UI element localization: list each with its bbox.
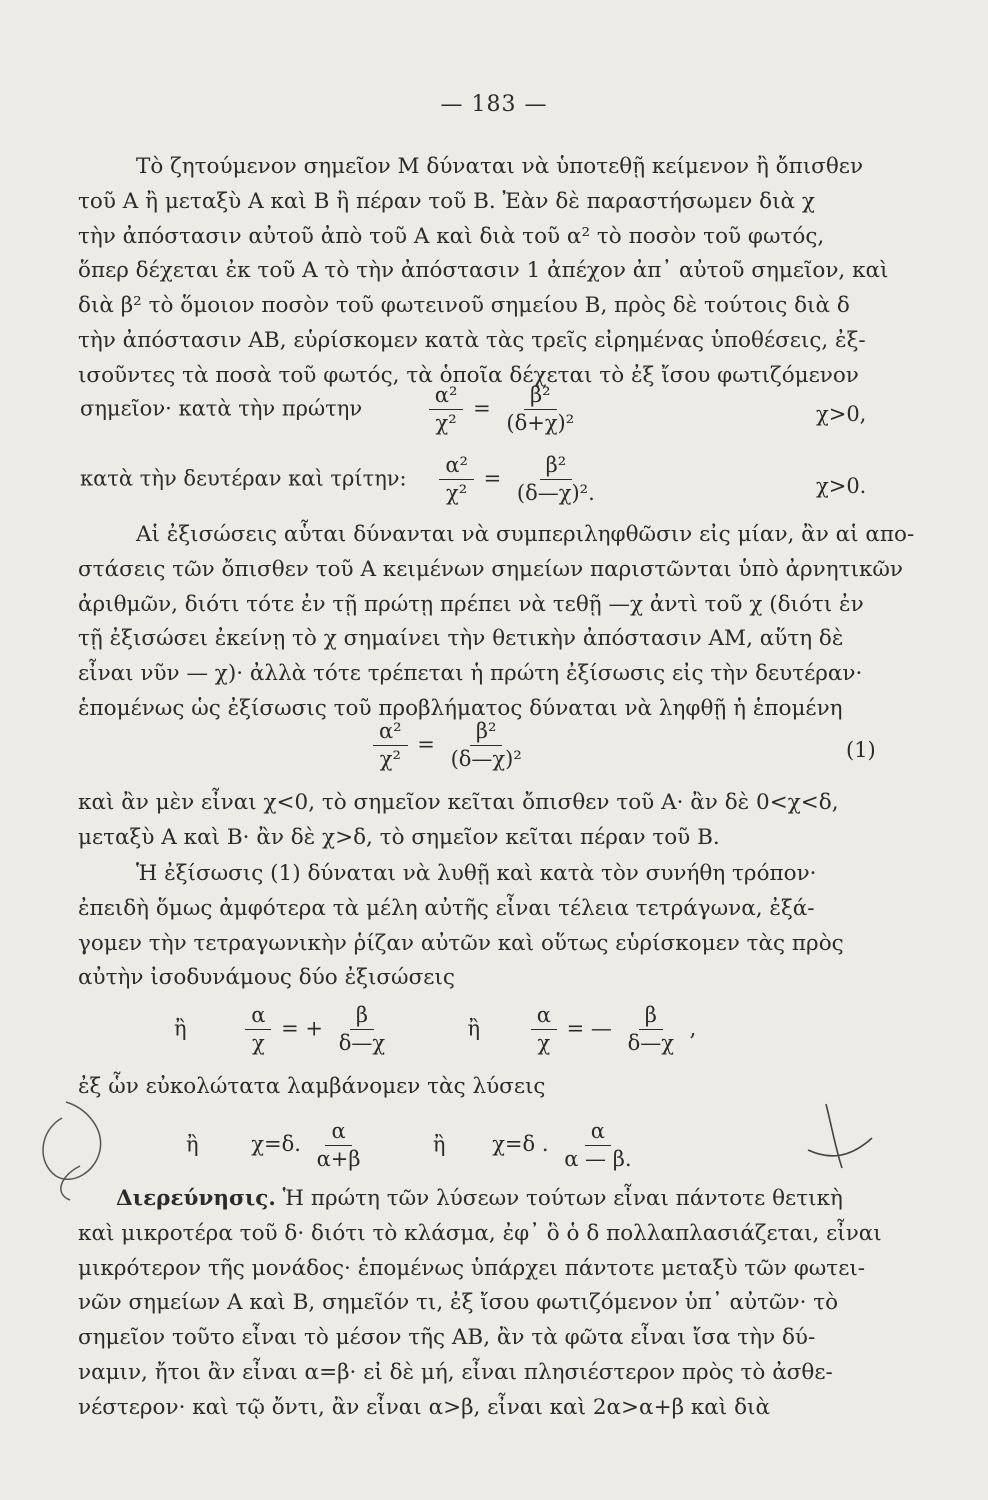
- text-line: ισοῦντες τὰ ποσὰ τοῦ φωτός, τὰ ὁποῖα δέχεται τὸ ἐξ ἴσου φωτιζόμενον: [78, 362, 859, 388]
- text-line: τοῦ Α ἢ μεταξὺ Α καὶ Β ἢ πέραν τοῦ Β. Ἐὰν δὲ παραστήσωμεν διὰ χ: [78, 188, 815, 214]
- conjunction: ἢ: [186, 1132, 199, 1157]
- text-line: σημεῖον τοῦτο εἶναι τὸ μέσον τῆς ΑΒ, ἂν τὰ φῶτα εἶναι ἴσα τὴν δύ-: [78, 1325, 816, 1351]
- check-mark: [808, 1104, 872, 1168]
- text-line: τῇ ἐξισώσει ἐκείνῃ τὸ χ σημαίνει τὴν θετικὴν ἀπόστασιν ΑΜ, αὕτη δὲ: [78, 626, 844, 652]
- denominator: α — β.: [564, 1147, 632, 1172]
- equals-sign: = +: [281, 1016, 324, 1041]
- margin-bracket: [61, 1166, 80, 1200]
- equation-lead-text: κατὰ τὴν δευτέραν καὶ τρίτην:: [80, 466, 407, 491]
- numerator: β: [639, 1002, 663, 1030]
- section-heading: Διερεύνησις.: [116, 1186, 276, 1211]
- text-line: αὐτὴν ἰσοδυνάμους δύο ἐξισώσεις: [78, 965, 455, 991]
- equals-sign: =: [473, 396, 491, 421]
- text-line: ἐξ ὧν εὐκολώτατα λαμβάνομεν τὰς λύσεις: [78, 1074, 546, 1099]
- text-line: Τὸ ζητούμενον σημεῖον Μ δύναται νὰ ὑποτεθῇ κείμενον ἢ ὄπισθεν: [136, 154, 864, 179]
- text-line: ναμιν, ἤτοι ἂν εἶναι α=β· εἰ δὲ μή, εἶναι πλησιέστερον πρὸς τὸ ἀσθε-: [78, 1359, 833, 1385]
- equation-label: (1): [846, 738, 876, 762]
- text-line: Ἡ ἐξίσωσις (1) δύναται νὰ λυθῇ καὶ κατὰ τὸν συνήθη τρόπον·: [136, 861, 817, 886]
- text-line: ἑπομένως ὡς ἐξίσωσις τοῦ προβλήματος δύναται νὰ ληφθῇ ἡ ἑπομένη: [78, 695, 843, 721]
- text-line: ἐπειδὴ ὅμως ἀμφότερα τὰ μέλη αὐτῆς εἶναι τέλεια τετράγωνα, ἐξά-: [78, 895, 815, 921]
- text-line: καὶ μικροτέρα τοῦ δ· διότι τὸ κλάσμα, ἐφ᾽ ὃ ὁ δ πολλαπλασιάζεται, εἶναι: [78, 1220, 882, 1246]
- comma: ,: [689, 1016, 697, 1041]
- denominator: δ—χ: [627, 1031, 674, 1056]
- text-line: νῶν σημείων Α καὶ Β, σημεῖόν τι, ἐξ ἴσου φωτιζόμενον ὑπ᾽ αὐτῶν· τὸ: [78, 1290, 839, 1316]
- text-line: ἀριθμῶν, διότι τότε ἐν τῇ πρώτῃ πρέπει νὰ τεθῇ —χ ἀντὶ τοῦ χ (διότι ἐν: [78, 591, 864, 617]
- numerator: α²: [429, 382, 464, 410]
- solution-lhs: χ=δ.: [251, 1132, 301, 1157]
- solution-lhs: χ=δ .: [492, 1132, 549, 1157]
- equals-sign: =: [483, 466, 502, 491]
- numerator: β: [350, 1002, 374, 1030]
- numerator: α²: [439, 452, 474, 480]
- text-line: τὴν ἀπόστασιν αὐτοῦ ἀπὸ τοῦ Α καὶ διὰ τοῦ α² τὸ ποσὸν τοῦ φωτός,: [78, 223, 825, 249]
- text-line: γομεν τὴν τετραγωνικὴν ῥίζαν αὐτῶν καὶ οὕτως εὑρίσκομεν τὰς πρὸς: [78, 930, 844, 956]
- text-line: ὅπερ δέχεται ἐκ τοῦ Α τὸ τὴν ἀπόστασιν 1 ἀπέχον ἀπ᾽ αὐτοῦ σημεῖον, καὶ: [78, 258, 889, 284]
- numerator: α²: [373, 718, 408, 746]
- numerator: α: [325, 1118, 351, 1146]
- denominator: α+β: [316, 1147, 361, 1172]
- text-line: νέστερον· καὶ τῷ ὄντι, ἂν εἶναι α>β, εἶναι καὶ 2α>α+β καὶ διὰ: [78, 1394, 770, 1420]
- equals-sign: = —: [566, 1016, 612, 1041]
- denominator: (δ—χ)².: [516, 481, 595, 506]
- equals-sign: =: [417, 732, 435, 757]
- denominator: (δ+χ)²: [506, 411, 575, 436]
- denominator: χ: [252, 1031, 265, 1056]
- denominator: δ—χ: [338, 1031, 386, 1056]
- denominator: χ: [537, 1031, 551, 1056]
- text-segment: Ἡ πρώτη τῶν λύσεων τούτων εἶναι πάντοτε θετικὴ: [282, 1186, 843, 1211]
- denominator: χ²: [446, 481, 468, 506]
- text-line: διὰ β² τὸ ὅμοιον ποσὸν τοῦ φωτεινοῦ σημείου Β, πρὸς δὲ τούτοις διὰ δ: [78, 293, 850, 319]
- denominator: χ²: [435, 411, 457, 436]
- text-line: Αἱ ἐξισώσεις αὗται δύνανται νὰ συμπεριληφθῶσιν εἰς μίαν, ἂν αἱ απο-: [136, 522, 915, 547]
- numerator: α: [531, 1002, 557, 1030]
- equation-condition: χ>0,: [816, 402, 867, 426]
- conjunction: ἢ: [467, 1016, 481, 1041]
- text-line: καὶ ἂν μὲν εἶναι χ<0, τὸ σημεῖον κεῖται ὄπισθεν τοῦ Α· ἂν δὲ 0<χ<δ,: [78, 790, 839, 815]
- numerator: α: [585, 1118, 611, 1146]
- text-line: μεταξὺ Α καὶ Β· ἂν δὲ χ>δ, τὸ σημεῖον κεῖται πέραν τοῦ Β.: [78, 824, 720, 850]
- text-line: τὴν ἀπόστασιν ΑΒ, εὑρίσκομεν κατὰ τὰς τρεῖς εἰρημένας ὑποθέσεις, ἐξ-: [78, 327, 866, 353]
- margin-scribble: [43, 1102, 101, 1179]
- text-line: μικρότερον τῆς μονάδος· ἑπομένως ὑπάρχει πάντοτε μεταξὺ τῶν φωτει-: [78, 1255, 866, 1281]
- conjunction: ἢ: [174, 1016, 187, 1041]
- equation-lead-text: σημεῖον· κατὰ τὴν πρώτην: [80, 396, 363, 421]
- denominator: χ²: [379, 747, 401, 772]
- numerator: α: [245, 1002, 271, 1030]
- equation-condition: χ>0.: [816, 474, 867, 498]
- denominator: (δ—χ)²: [450, 747, 522, 772]
- page-number: — 183 —: [440, 92, 548, 117]
- text-line: εἶναι νῦν — χ)· ἀλλὰ τότε τρέπεται ἡ πρώτη ἐξίσωσις εἰς τὴν δευτέραν·: [78, 661, 863, 687]
- numerator: β²: [540, 452, 573, 480]
- text-line: στάσεις τῶν ὄπισθεν τοῦ Α κειμένων σημείων παριστῶνται ὑπὸ ἀρνητικῶν: [78, 556, 903, 582]
- numerator: β²: [470, 718, 503, 746]
- numerator: β²: [524, 382, 557, 410]
- conjunction: ἢ: [432, 1132, 446, 1157]
